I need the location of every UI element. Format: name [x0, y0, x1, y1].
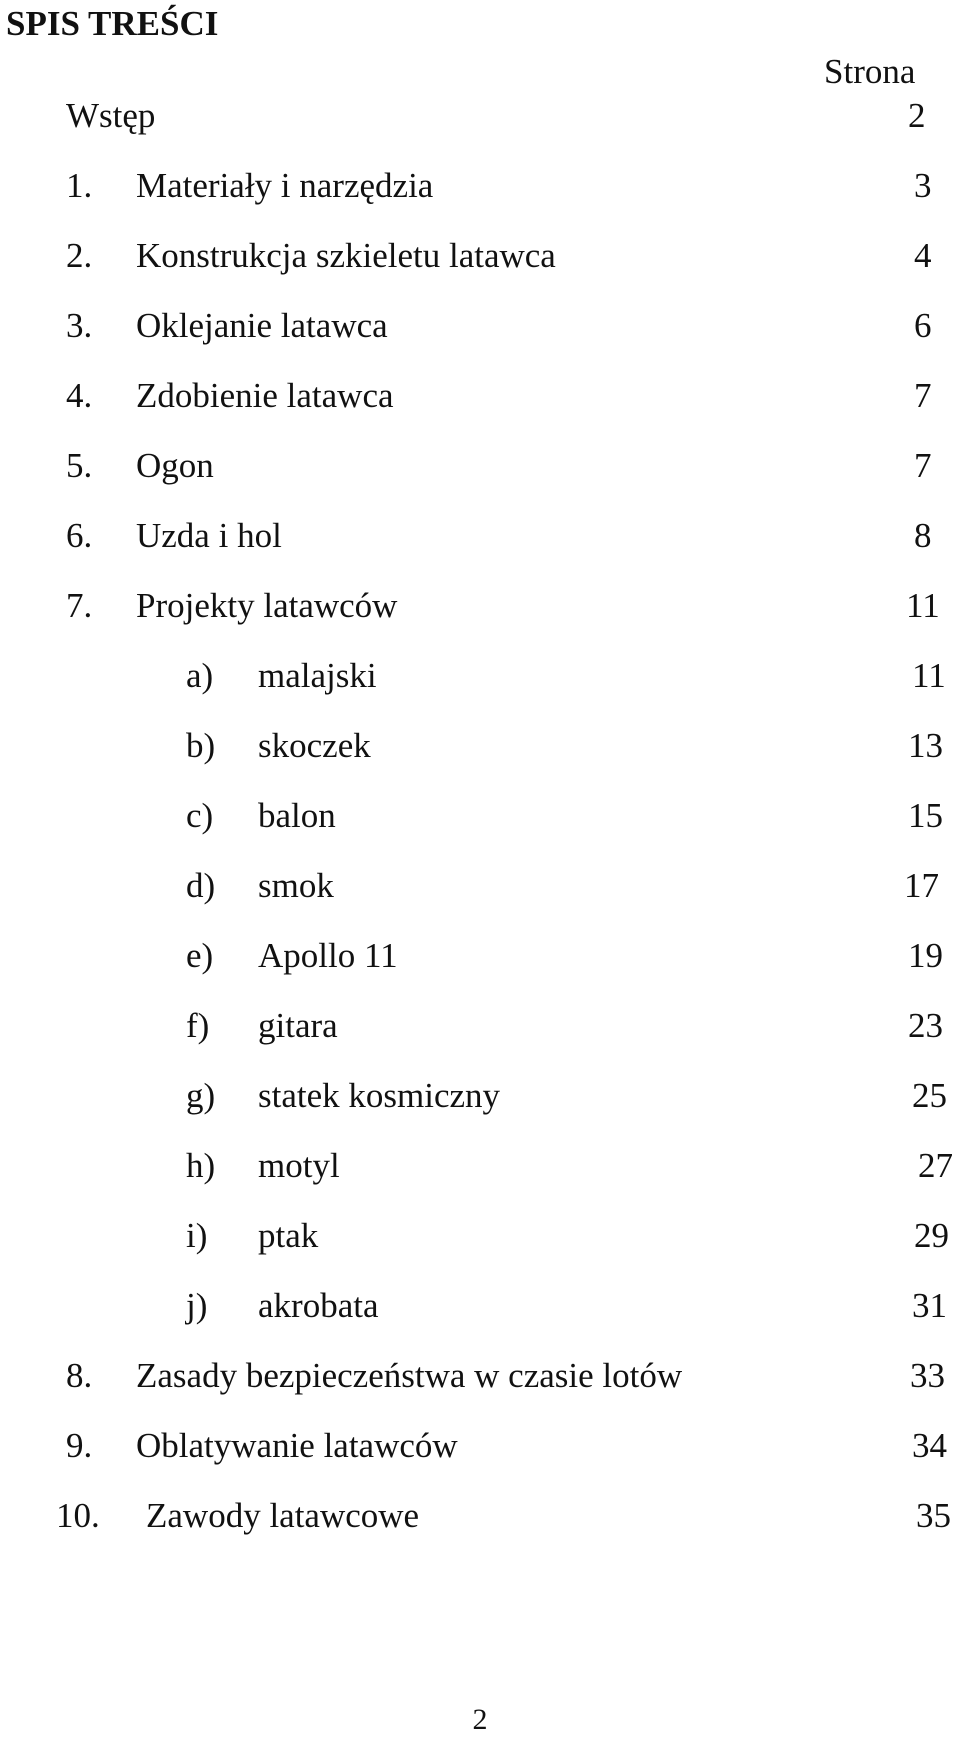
toc-entry-number: 5.: [66, 446, 93, 485]
toc-entry-label: Oblatywanie latawców: [136, 1426, 458, 1465]
toc-subentry-label: akrobata: [258, 1286, 379, 1325]
toc-subentry: [0, 1076, 960, 1124]
toc-entry-intro: [0, 96, 960, 144]
toc-subentry: [0, 1286, 960, 1334]
toc-entry: [0, 376, 960, 424]
toc-subentry-page: 25: [912, 1076, 947, 1115]
toc-subentry-letter: e): [186, 936, 214, 975]
toc-subentry: [0, 796, 960, 844]
page-number: 2: [472, 1703, 488, 1736]
toc-entry-number: 6.: [66, 516, 93, 555]
toc-entry-number: 2.: [66, 236, 93, 275]
toc-subentry-letter: g): [186, 1076, 216, 1115]
toc-entry-number: 8.: [66, 1356, 93, 1395]
toc-entry-page: 33: [910, 1356, 945, 1395]
toc-entry-page: 11: [906, 586, 940, 625]
toc-subentry: [0, 1006, 960, 1054]
toc-entry-label: Zdobienie latawca: [136, 376, 394, 415]
toc-subentry: [0, 656, 960, 704]
toc-entry-number: 4.: [66, 376, 93, 415]
toc-subentry-letter: f): [186, 1006, 210, 1045]
toc-entry-number: 10.: [56, 1496, 100, 1535]
toc-subentry-page: 27: [918, 1146, 953, 1185]
toc-subentry-page: 31: [912, 1286, 947, 1325]
toc-entry-label: Zasady bezpieczeństwa w czasie lotów: [136, 1356, 683, 1395]
toc-entry-number: 3.: [66, 306, 93, 345]
toc-subentry: [0, 726, 960, 774]
toc-subentry-page: 29: [914, 1216, 949, 1255]
toc-entry: [0, 1496, 960, 1544]
toc-entry: [0, 1356, 960, 1404]
toc-entry: [0, 1426, 960, 1474]
toc-entry-page: 7: [914, 446, 932, 485]
toc-entry: [0, 236, 960, 284]
toc-entry-label: Oklejanie latawca: [136, 306, 388, 345]
toc-entry: [0, 516, 960, 564]
toc-entry-number: 1.: [66, 166, 93, 205]
toc-entry: [0, 306, 960, 354]
toc-subentry-letter: h): [186, 1146, 216, 1185]
toc-entry-page: 35: [916, 1496, 951, 1535]
toc-subentry: [0, 1146, 960, 1194]
toc-subentry: [0, 1216, 960, 1264]
toc-subentry-label: balon: [258, 796, 336, 835]
toc-subentry-letter: d): [186, 866, 216, 905]
toc-entry: [0, 166, 960, 214]
toc-entry-page: 8: [914, 516, 932, 555]
toc-entry-number: 7.: [66, 586, 93, 625]
toc-entry-page: 3: [914, 166, 932, 205]
toc-subentry-page: 11: [912, 656, 946, 695]
toc-entry-page: 34: [912, 1426, 947, 1465]
toc-entry: [0, 586, 960, 634]
toc-entry-label: Konstrukcja szkieletu latawca: [136, 236, 556, 275]
toc-entry-label: Wstęp: [66, 96, 156, 135]
toc-title: SPIS TREŚCI: [6, 4, 219, 43]
toc-entry-label: Projekty latawców: [136, 586, 398, 625]
toc-subentry-letter: a): [186, 656, 214, 695]
toc-subentry-page: 17: [904, 866, 939, 905]
toc-entry-label: Uzda i hol: [136, 516, 282, 555]
toc-subentry-letter: b): [186, 726, 216, 765]
toc-subentry-label: Apollo 11: [258, 936, 398, 975]
toc-subentry-page: 13: [908, 726, 943, 765]
toc-subentry-letter: i): [186, 1216, 208, 1255]
toc-entry-page: 6: [914, 306, 932, 345]
toc-subentry-label: malajski: [258, 656, 377, 695]
toc-entry-label: Ogon: [136, 446, 214, 485]
toc-subentry-page: 23: [908, 1006, 943, 1045]
toc-subentry-page: 19: [908, 936, 943, 975]
page-column-header: Strona: [824, 52, 916, 91]
toc-subentry-page: 15: [908, 796, 943, 835]
toc-subentry-label: skoczek: [258, 726, 371, 765]
toc-entry-label: Zawody latawcowe: [146, 1496, 420, 1535]
toc-subentry-label: statek kosmiczny: [258, 1076, 501, 1115]
toc-entry-number: 9.: [66, 1426, 93, 1465]
toc-subentry-label: smok: [258, 866, 334, 905]
toc-entry-page: 2: [908, 96, 926, 135]
toc-subentry-label: ptak: [258, 1216, 319, 1255]
toc-entry-page: 7: [914, 376, 932, 415]
toc-entry: [0, 446, 960, 494]
toc-subentry-label: gitara: [258, 1006, 338, 1045]
toc-subentry-letter: c): [186, 796, 214, 835]
toc-subentry-letter: j): [186, 1286, 208, 1325]
toc-subentry: [0, 866, 960, 914]
toc-entry-label: Materiały i narzędzia: [136, 166, 434, 205]
toc-entry-page: 4: [914, 236, 932, 275]
toc-subentry-label: motyl: [258, 1146, 340, 1185]
toc-subentry: [0, 936, 960, 984]
